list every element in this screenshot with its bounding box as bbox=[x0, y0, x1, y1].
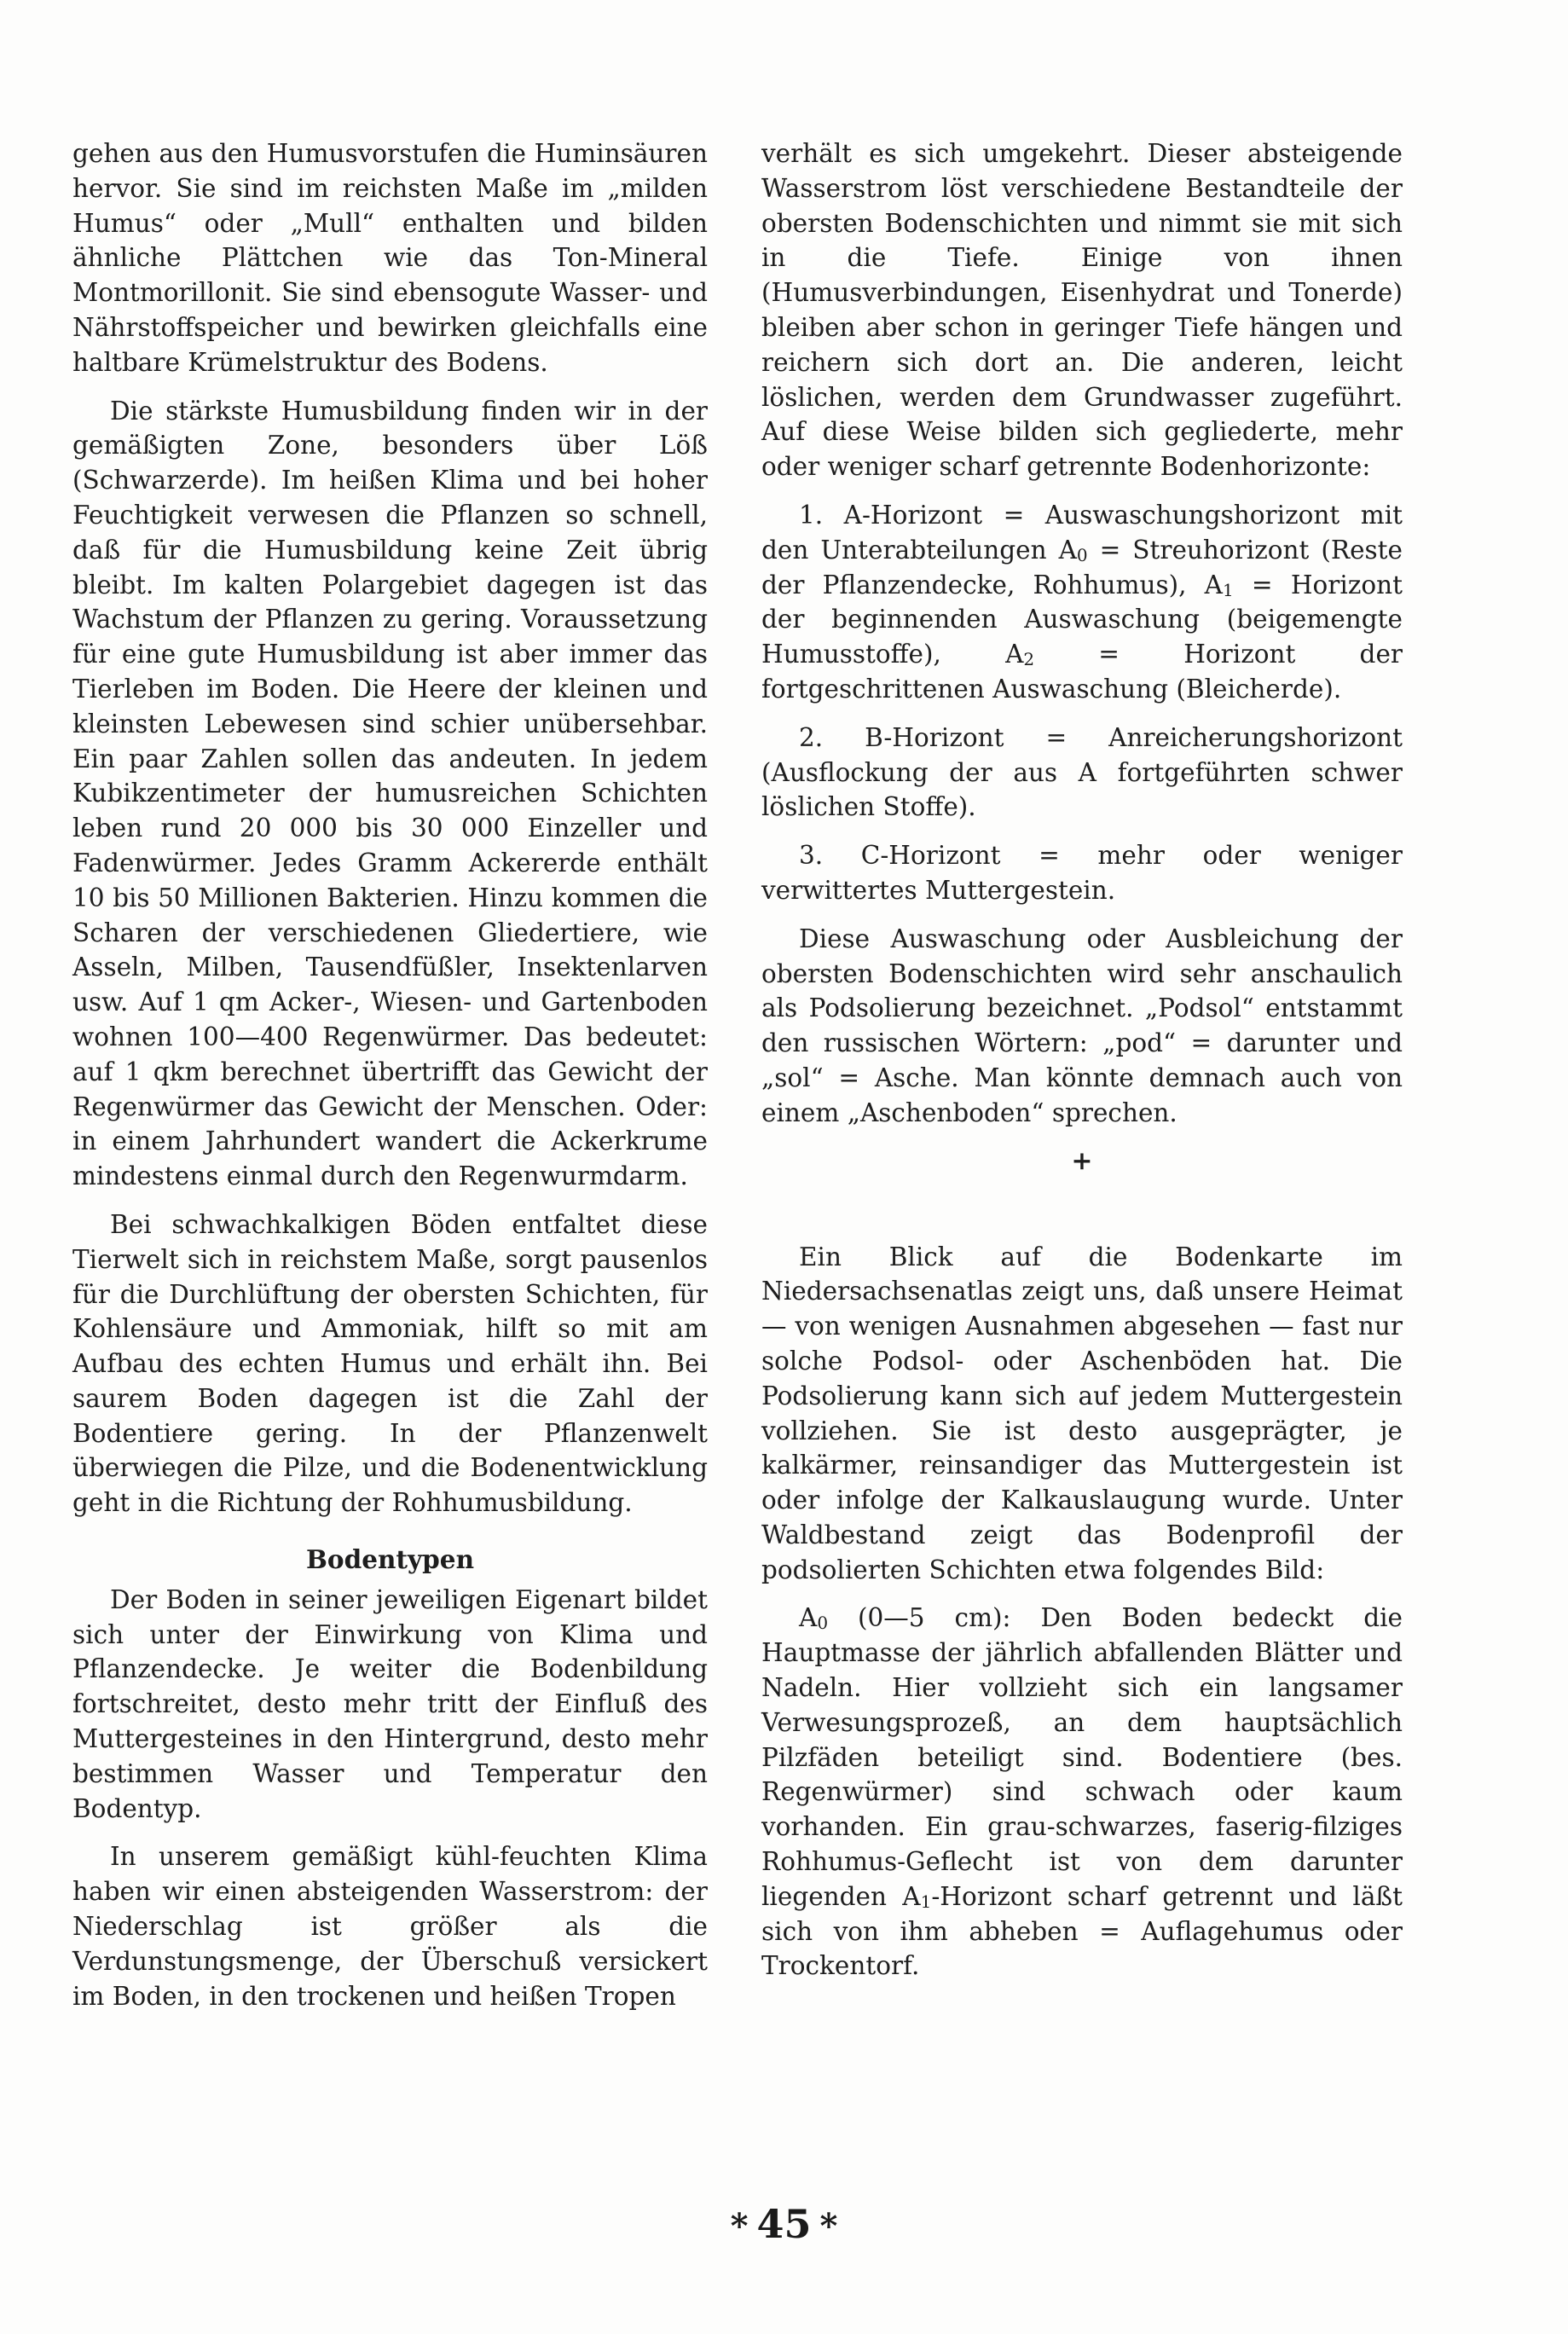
left-column bbox=[72, 136, 708, 2027]
subscript: 1 bbox=[1222, 579, 1234, 600]
list-item-c-horizont: 3. C-Horizont = mehr oder weniger verwittertes Muttergestein. bbox=[761, 841, 1403, 905]
subscript: 2 bbox=[1023, 649, 1035, 670]
paragraph: Der Boden in seiner jeweiligen Eigenart bildet sich unter der Einwirkung von Klima und Pflanzendecke. Je weiter die Bodenbildung fortschreitet, desto mehr tritt der Einfluß des Muttergesteines in den Hintergrund, desto mehr bestimmen Wasser und Temperatur den Bodentyp. bbox=[72, 1584, 708, 1823]
paragraph: Bei schwachkalkigen Böden entfaltet diese Tierwelt sich in reichstem Maße, sorgt pausenlos für die Durchlüftung der obersten Schichten, für Kohlensäure und Ammoniak, hilft so mit am Aufbau des echten Humus und erhält ihn. Bei saurem Boden dagegen ist die Zahl der Bodentiere gering. In der Pflanzenwelt überwiegen die Pilze, und die Bodenentwicklung geht in die Richtung der Rohhumusbildung. bbox=[72, 1209, 708, 1518]
paragraph: In unserem gemäßigt kühl-feuchten Klima haben wir einen absteigenden Wasserstrom: der Niederschlag ist größer als die Verdunstungsmenge, der Überschuß versickert im Boden, in den trockenen und heißen Tropen bbox=[72, 1842, 708, 2011]
text-run: = Horizont der fortgeschrittenen Auswaschung (Bleicherde). bbox=[761, 640, 1403, 704]
section-heading: Bodentypen bbox=[305, 1544, 475, 1575]
right-column bbox=[761, 136, 1403, 1997]
page-number: 45 bbox=[756, 2201, 812, 2247]
text-run: 1. A-Horizont = Auswaschungshorizont mit den Unterabteilungen A bbox=[761, 500, 1403, 565]
text-run: A bbox=[799, 1603, 818, 1633]
subscript: 0 bbox=[1076, 544, 1088, 565]
section-separator: + bbox=[1071, 1145, 1093, 1176]
star-ornament: * bbox=[730, 2206, 749, 2246]
paragraph: gehen aus den Humusvorstufen die Huminsäuren hervor. Sie sind im reichsten Maße im „milden Humus“ oder „Mull“ enthalten und bilden ähnliche Plättchen wie das Ton-Mineral Montmorillonit. Sie sind ebensogute Wasser- und Nährstoffspeicher und bewirken gleichfalls eine haltbare Krümelstruktur des Bodens. bbox=[72, 139, 708, 377]
page-footer bbox=[0, 2200, 1568, 2250]
paragraph: Die stärkste Humusbildung finden wir in der gemäßigten Zone, besonders über Löß (Schwarzerde). Im heißen Klima und bei hoher Feuchtigkeit verwesen die Pflanzen so schnell, daß für die Humusbildung keine Zeit übrig bleibt. Im kalten Polargebiet dagegen ist das Wachstum der Pflanzen zu gering. Voraussetzung für eine gute Humusbildung ist aber immer das Tierleben im Boden. Die Heere der kleinen und kleinsten Lebewesen sind schier unübersehbar. Ein paar Zahlen sollen das andeuten. In jedem Kubikzentimeter der humusreichen Schichten leben rund 20 000 bis 30 000 Einzeller und Fadenwürmer. Jedes Gramm Ackererde enthält 10 bis 50 Millionen Bakterien. Hinzu kommen die Scharen der verschiedenen Gliedertiere, wie Asseln, Milben, Tausendfüßler, Insektenlarven usw. Auf 1 qm Acker-, Wiesen- und Gartenboden wohnen 100—400 Regenwürmer. Das bedeutet: auf 1 qkm berechnet übertrifft das Gewicht der Regenwürmer das Gewicht der Menschen. Oder: in einem Jahrhundert wandert die Ackerkrume mindestens einmal durch den Regenwurmdarm. bbox=[72, 396, 708, 1191]
paragraph: Ein Blick auf die Bodenkarte im Niedersachsenatlas zeigt uns, daß unsere Heimat — von wenigen Ausnahmen abgesehen — fast nur solche Podsol- oder Aschenböden hat. Die Podsolierung kann sich auf jedem Muttergestein vollziehen. Sie ist desto ausgeprägter, je kalkärmer, reinsandiger das Muttergestein ist oder infolge der Kalkauslaugung wurde. Unter Waldbestand zeigt das Bodenprofil der podsolierten Schichten etwa folgendes Bild: bbox=[761, 1242, 1403, 1584]
text-run: = Horizont der beginnenden Auswaschung (beigemengte Humusstoffe), A bbox=[761, 570, 1403, 669]
list-item-a-horizont bbox=[761, 498, 1403, 707]
paragraph bbox=[761, 1601, 1403, 1984]
subscript: 1 bbox=[920, 1891, 932, 1912]
text-run: -Horizont scharf getrennt und läßt sich von ihm abheben = Auflagehumus oder Trockentorf. bbox=[761, 1881, 1403, 1981]
paragraph: Diese Auswaschung oder Ausbleichung der obersten Bodenschichten wird sehr anschaulich als Podsolierung bezeichnet. „Podsol“ entstammt den russischen Wörtern: „pod“ = darunter und „sol“ = Asche. Man könnte demnach auch von einem „Aschenboden“ sprechen. bbox=[761, 924, 1403, 1127]
text-run: (0—5 cm): Den Boden bedeckt die Hauptmasse der jährlich abfallenden Blätter und Nadeln. Hier vollzieht sich ein langsamer Verwesungsprozeß, an dem hauptsächlich Pilzfäden beteiligt sind. Bodentiere (bes. Regenwürmer) sind schwach oder kaum vorhanden. Ein grau-schwarzes, faserig-filziges Rohhumus-Geflecht ist von dem darunter liegenden A bbox=[761, 1603, 1403, 1911]
text-run: = Streuhorizont (Reste der Pflanzendecke, Rohhumus), A bbox=[761, 535, 1403, 599]
subscript: 0 bbox=[817, 1613, 829, 1634]
list-item-b-horizont: 2. B-Horizont = Anreicherungshorizont (Ausflockung der aus A fortgeführten schwer löslichen Stoffe). bbox=[761, 722, 1403, 822]
star-ornament: * bbox=[819, 2206, 838, 2246]
paragraph: verhält es sich umgekehrt. Dieser absteigende Wasserstrom löst verschiedene Bestandteile der obersten Bodenschichten und nimmt sie mit sich in die Tiefe. Einige von ihnen (Humusverbindungen, Eisenhydrat und Tonerde) bleiben aber schon in geringer Tiefe hängen und reichern sich dort an. Die anderen, leicht löslichen, werden dem Grundwasser zugeführt. Auf diese Weise bilden sich gegliederte, mehr oder weniger scharf getrennte Bodenhorizonte: bbox=[761, 139, 1403, 482]
